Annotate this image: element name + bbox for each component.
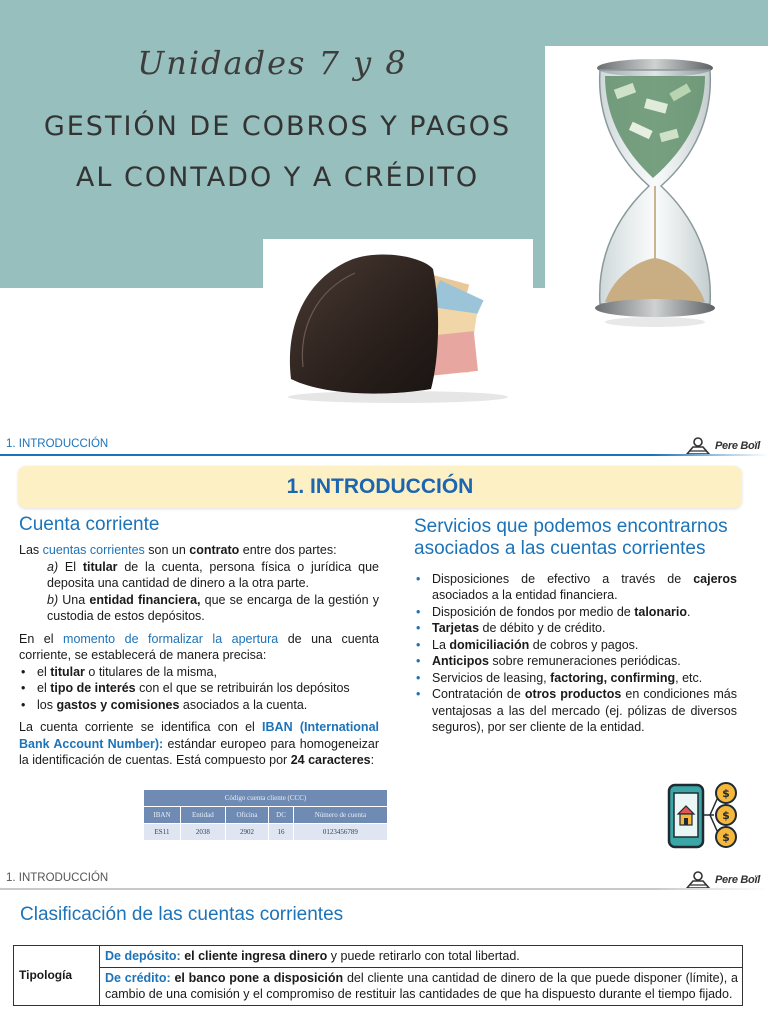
list-item: • La domiciliación de cobros y pagos. [414,637,737,654]
header-rule [0,888,768,890]
brand-logo-icon [685,871,711,889]
header-rule [0,454,768,456]
paragraph-contract: Las cuentas corrientes son un contrato entre dos partes: [19,543,337,558]
mobile-banking-icon [666,781,741,851]
cover-slide [0,0,768,425]
brand-name: Pere Boïl [715,874,760,886]
ccc-header: Oficina [225,807,268,824]
ccc-value: 2038 [180,824,225,841]
ccc-caption: Código cuenta cliente (CCC) [144,790,388,807]
cover-subtitle-line2: AL CONTADO Y A CRÉDITO [75,162,480,193]
banner-title: 1. INTRODUCCIÓN [18,466,742,508]
opening-list [19,664,379,714]
list-item: • Anticipos sobre remuneraciones periódicas. [414,653,737,670]
brand [685,870,760,890]
breadcrumb: 1. INTRODUCCIÓN [6,438,109,450]
brand [685,436,760,456]
paragraph-iban: La cuenta corriente se identifica con el IBAN (International Bank Account Number): estándar europeo para homogeneizar la identificación de cuentas. Está compuesto por 24 caracteres: [19,720,379,768]
list-item: • Contratación de otros productos en condiciones más ventajosas a las del mercado (ej. pólizas de diversos seguros), por ser cliente de la entidad. [414,686,737,736]
left-column [19,514,379,769]
ccc-value: 16 [269,824,294,841]
party-b: b) Una entidad financiera, que se encarga de la gestión y custodia de estos depósitos. [47,592,379,624]
brand-logo-icon [685,437,711,455]
ccc-value: 2902 [225,824,268,841]
classification-table [13,945,743,1006]
ccc-header: Número de cuenta [293,807,387,824]
slide-header [0,434,768,456]
section-heading: Cuenta corriente [19,514,160,535]
ccc-header: IBAN [144,807,181,824]
slide-header [0,868,768,890]
list-item: • Servicios de leasing, factoring, confirming, etc. [414,670,737,687]
table-cell: De crédito: el banco pone a disposición del cliente una cantidad de dinero de la que puede disponer (límite), a cambio de una comisión y el compromiso de restituir las cantidades de que ha dispuesto durante el tiempo fijado. [100,967,743,1005]
services-heading: Servicios que podemos encontrarnos asociados a las cuentas corrientes [414,516,728,560]
svg-text:$: $ [722,809,730,822]
hourglass-image [545,46,768,336]
ccc-header: DC [269,807,294,824]
ccc-value: 0123456789 [293,824,387,841]
section-heading: Clasificación de las cuentas corrientes [20,904,344,925]
cover-subtitle-line1: GESTIÓN DE COBROS Y PAGOS [43,111,512,142]
paragraph-opening: En el momento de formalizar la apertura de una cuenta corriente, se establecerá de manera precisa: [19,631,379,663]
list-item: • Disposiciones de efectivo a través de cajeros asociados a la entidad financiera. [414,571,737,604]
breadcrumb: 1. INTRODUCCIÓN [6,872,109,884]
list-item: • el tipo de interés con el que se retribuirán los depósitos [19,680,379,697]
services-list [414,571,737,736]
list-item: • Tarjetas de débito y de crédito. [414,620,737,637]
list-item: • los gastos y comisiones asociados a la cuenta. [19,697,379,714]
cover-title: Unidades 7 y 8 [137,44,408,82]
classification-slide [0,866,768,1024]
intro-slide [0,428,768,863]
list-item: • el titular o titulares de la misma, [19,664,379,681]
wallet-image [263,239,533,409]
ccc-header: Entidad [180,807,225,824]
right-column [414,516,737,736]
row-header: Tipología [14,946,100,1006]
svg-text:$: $ [722,831,730,844]
table-cell: De depósito: el cliente ingresa dinero y puede retirarlo con total libertad. [100,946,743,968]
list-item: • Disposición de fondos por medio de talonario. [414,604,737,621]
ccc-table [143,789,388,841]
ccc-value: ES11 [144,824,181,841]
brand-name: Pere Boïl [715,440,760,452]
svg-text:$: $ [722,787,730,800]
party-a: a) El titular de la cuenta, persona física o jurídica que deposita una cantidad de dinero a la otra parte. [47,559,379,591]
